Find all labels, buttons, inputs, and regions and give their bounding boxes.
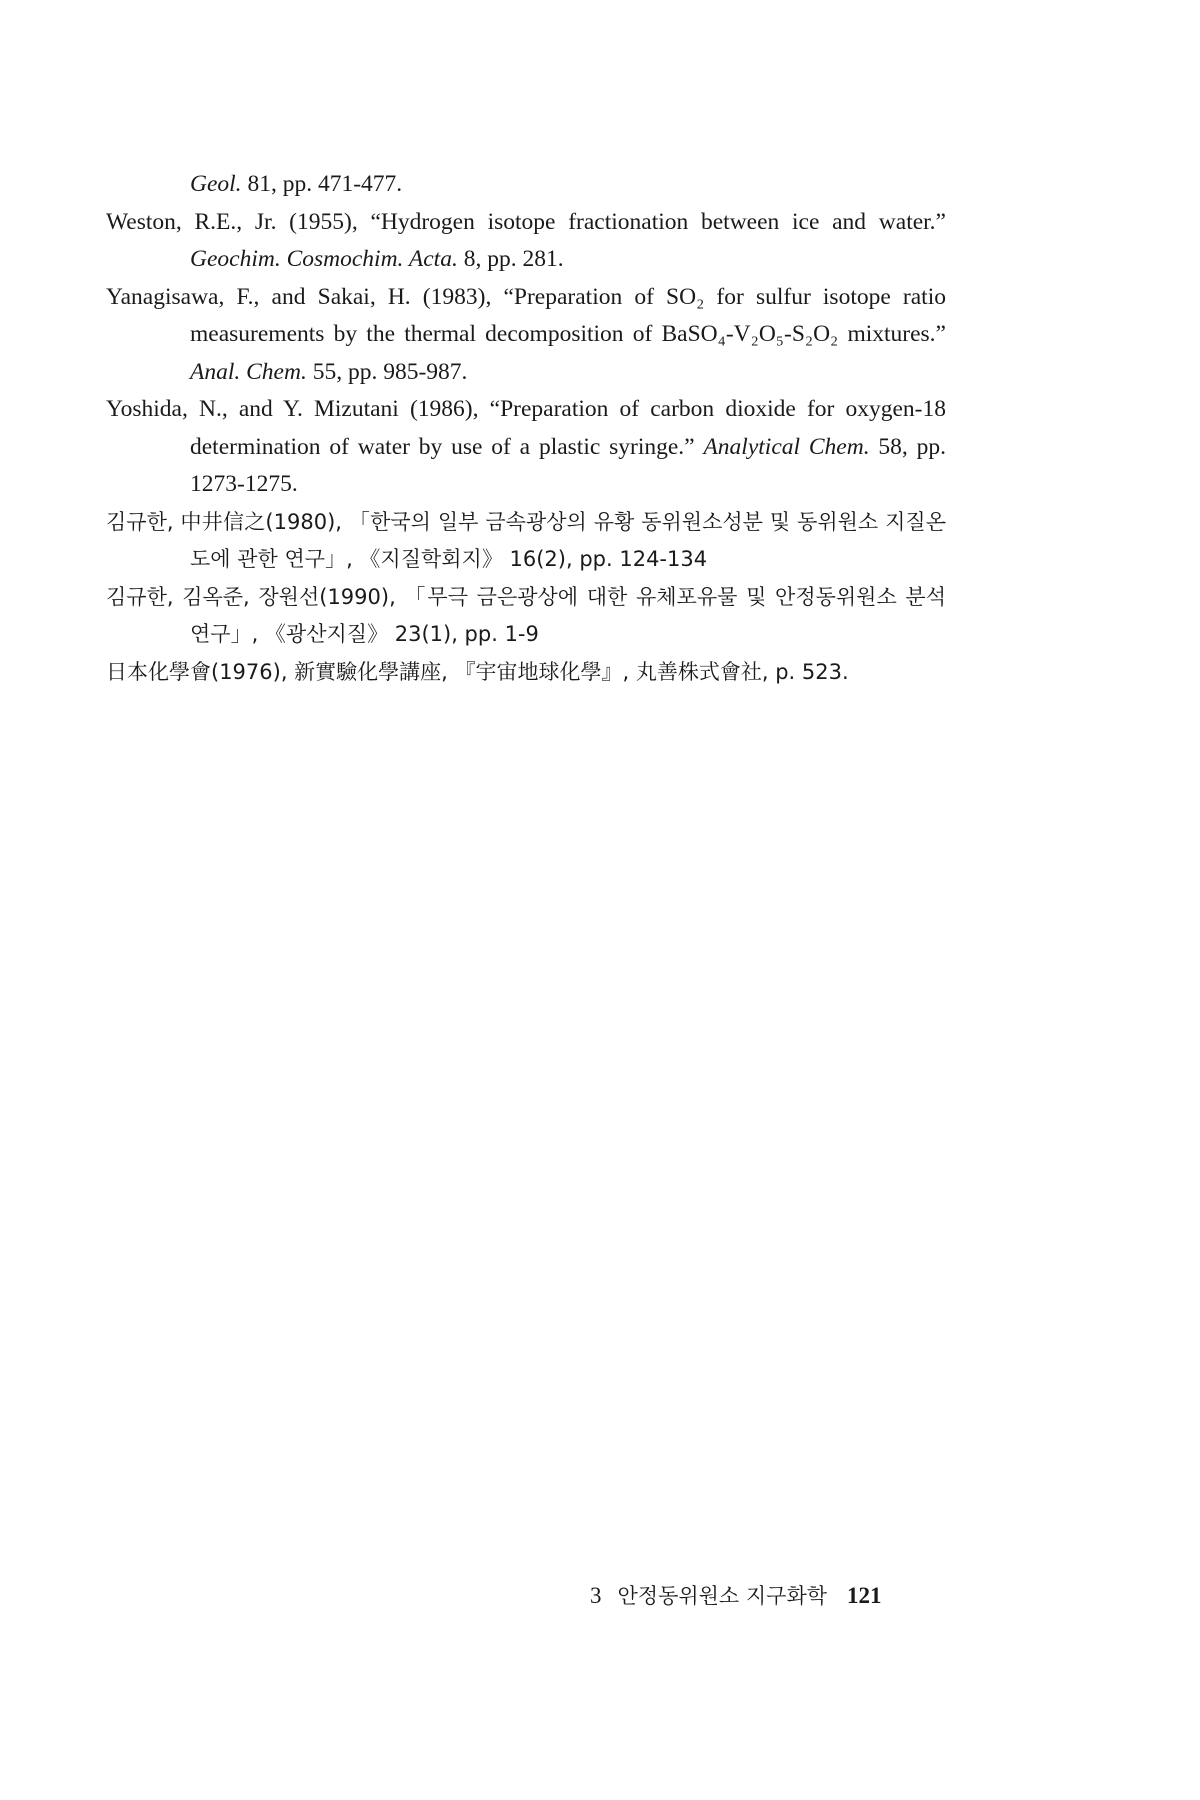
citation-detail: 55, pp. 985-987.: [306, 358, 468, 385]
citation-title: “Preparation of SO₂ for sulfur isotope ratio measurements by the thermal decomposition of BaSO₄-V₂O₅-S₂O₂ mixtures.”: [190, 283, 946, 347]
page-number: 121: [847, 1583, 882, 1608]
journal-name: Analytical Chem.: [703, 433, 870, 460]
journal-name: Geol.: [190, 171, 242, 197]
reference-list: [106, 166, 946, 691]
citation-detail: 81, pp. 471-477.: [241, 171, 403, 197]
journal-name: Anal. Chem.: [190, 358, 307, 385]
journal-name: Geochim. Cosmochim. Acta.: [190, 246, 458, 272]
reference-entry-korean: 김규한, 中井信之(1980), 「한국의 일부 금속광상의 유황 동위원소성분 및 동위원소 지질온도에 관한 연구」, 《지질학회지》 16(2), pp. 124-134: [106, 509, 946, 571]
reference-entry-continued: [106, 166, 946, 204]
citation-detail: 58, pp. 1273-1275.: [190, 433, 946, 497]
page-footer: [590, 1580, 882, 1610]
reference-entry: [106, 279, 946, 392]
citation-detail: 8, pp. 281.: [457, 246, 564, 272]
chapter-title: 안정동위원소 지구화학: [617, 1584, 828, 1608]
reference-entry: [106, 391, 946, 504]
reference-entry: [106, 204, 946, 279]
chapter-number: 3: [590, 1583, 602, 1608]
citation-title: “Hydrogen isotope fractionation between ice and water.”: [370, 208, 946, 235]
citation-authors: Yanagisawa, F., and Sakai, H. (1983),: [106, 283, 504, 310]
reference-entry-korean: 김규한, 김옥준, 장원선(1990), 「무극 금은광상에 대한 유체포유물 및 안정동위원소 분석연구」, 《광산지질》 23(1), pp. 1-9: [106, 584, 946, 646]
citation-authors: Yoshida, N., and Y. Mizutani (1986),: [106, 396, 490, 422]
citation-title: “Preparation of carbon dioxide for oxygen-18 determination of water by use of a plastic syringe.”: [190, 396, 946, 460]
reference-entry-japanese: 日本化學會(1976), 新實驗化學講座, 『宇宙地球化學』, 丸善株式會社, p. 523.: [106, 659, 849, 684]
citation-authors: Weston, R.E., Jr. (1955),: [106, 208, 371, 235]
